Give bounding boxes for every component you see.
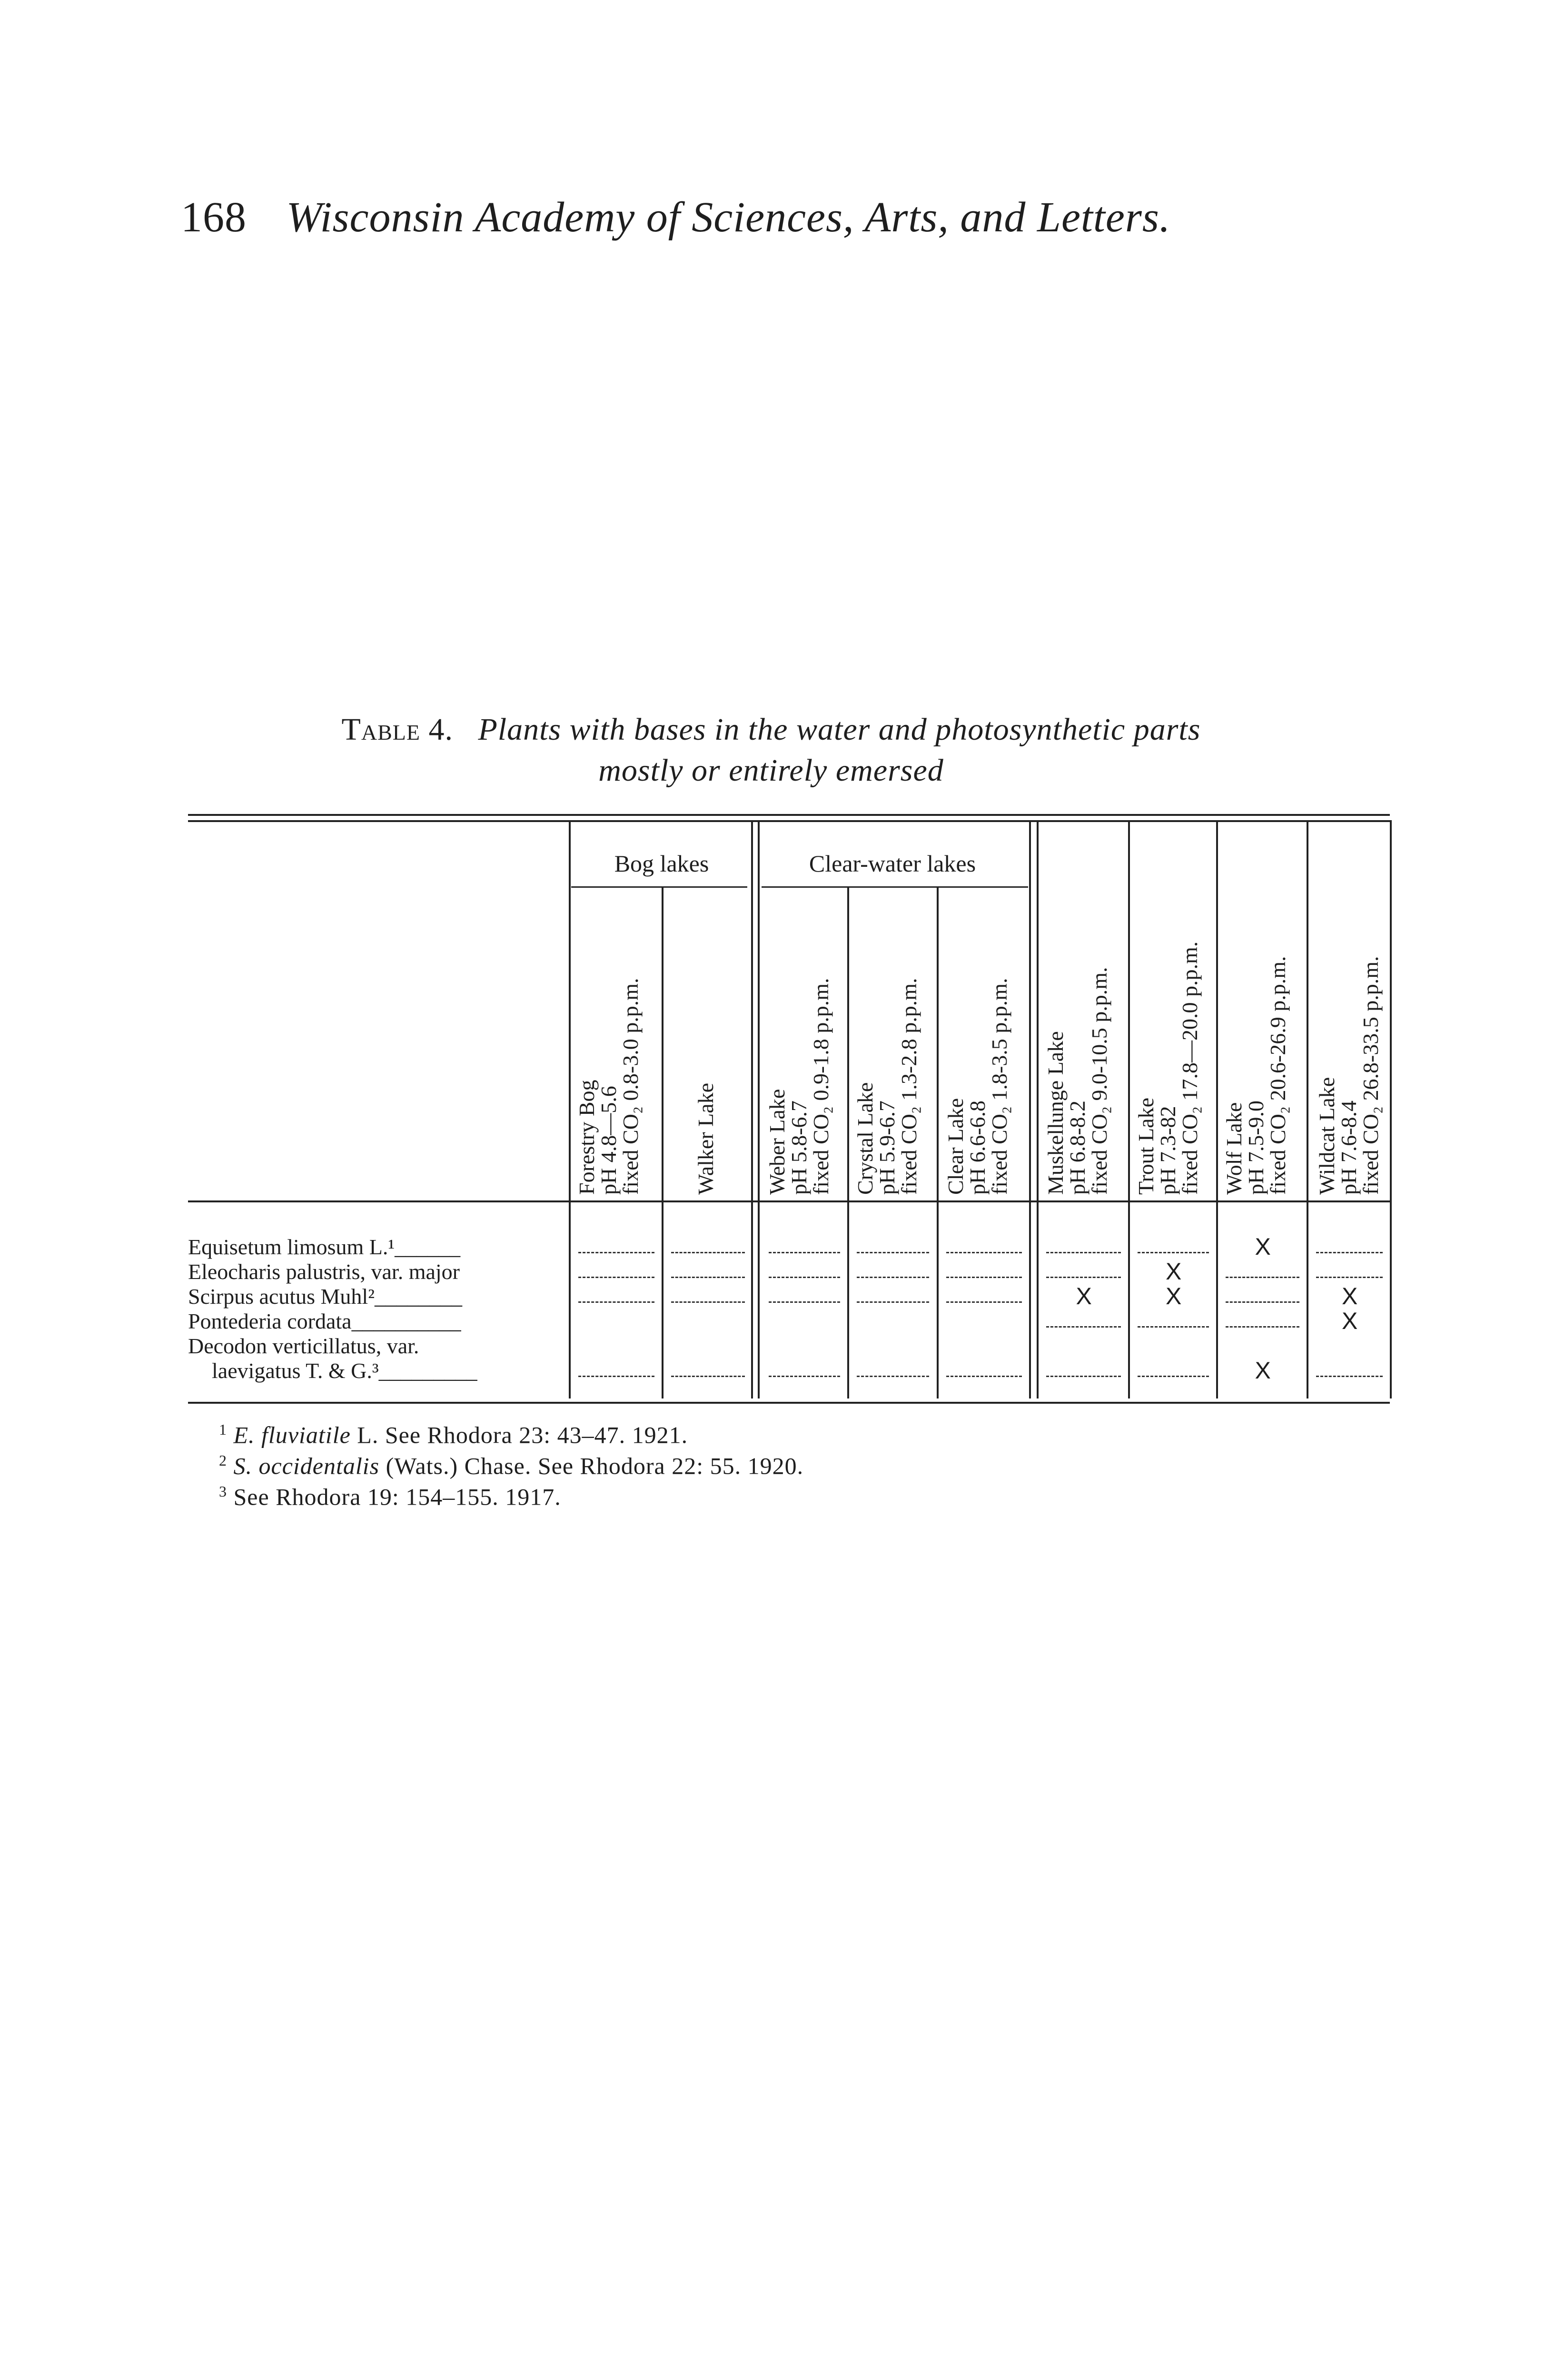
column-head-forestry-bog: Forestry Bog pH 4.8—5.6 fixed CO₂ 0.8-3.0 p.p.m. bbox=[574, 978, 643, 1195]
header-bottom-rule bbox=[188, 1200, 1390, 1202]
table-caption-line2 bbox=[181, 750, 1361, 791]
absence-dash bbox=[769, 1277, 840, 1278]
vrule bbox=[937, 888, 939, 1398]
vrule bbox=[751, 820, 753, 1398]
column-head-weber-lake: Weber Lake pH 5.8-6.7 fixed CO₂ 0.9-1.8 p.p.m. bbox=[765, 978, 833, 1195]
absence-dash bbox=[857, 1277, 929, 1278]
absence-dash bbox=[1138, 1252, 1209, 1253]
absence-dash bbox=[1046, 1376, 1121, 1377]
page-number: 168 bbox=[181, 194, 247, 241]
species-pontederia: Pontederia cordata__________ bbox=[188, 1309, 461, 1333]
group-bog-lakes: Bog lakes bbox=[614, 850, 709, 877]
species-decodon: Decodon verticillatus, var. bbox=[188, 1334, 419, 1358]
absence-dash bbox=[1226, 1277, 1299, 1278]
absence-dash bbox=[946, 1277, 1022, 1278]
presence-mark: X bbox=[1255, 1233, 1271, 1260]
absence-dash bbox=[946, 1301, 1022, 1303]
presence-mark: X bbox=[1076, 1283, 1092, 1309]
column-head-wolf-lake: Wolf Lake pH 7.5-9.0 fixed CO₂ 20.6-26.9 p.p.m. bbox=[1222, 956, 1290, 1195]
journal-title: Wisconsin Academy of Sciences, Arts, and Letters. bbox=[286, 194, 1171, 241]
column-head-walker-lake: Walker Lake bbox=[693, 1082, 718, 1195]
vrule bbox=[1029, 820, 1031, 1398]
running-header bbox=[181, 193, 1170, 242]
absence-dash bbox=[671, 1301, 745, 1303]
absence-dash bbox=[857, 1301, 929, 1303]
vrule bbox=[1037, 820, 1039, 1398]
absence-dash bbox=[1316, 1277, 1383, 1278]
vrule bbox=[1128, 820, 1130, 1398]
table-bottom-rule bbox=[188, 1402, 1390, 1404]
absence-dash bbox=[946, 1376, 1022, 1377]
absence-dash bbox=[857, 1252, 929, 1253]
absence-dash bbox=[1138, 1376, 1209, 1377]
table-title-line2: mostly or entirely emersed bbox=[598, 753, 944, 788]
absence-dash bbox=[578, 1252, 654, 1253]
table-caption bbox=[181, 709, 1361, 750]
absence-dash bbox=[1046, 1252, 1121, 1253]
vrule bbox=[847, 888, 849, 1398]
absence-dash bbox=[1226, 1301, 1299, 1303]
absence-dash bbox=[1316, 1376, 1383, 1377]
presence-mark: X bbox=[1255, 1357, 1271, 1384]
presence-mark: X bbox=[1166, 1258, 1182, 1285]
absence-dash bbox=[578, 1277, 654, 1278]
footnote-3: $^3$ See Rhodora 19: 154–155. 1917. bbox=[219, 1483, 561, 1510]
absence-dash bbox=[1138, 1326, 1209, 1328]
species-decodon-line2: laevigatus T. & G.³_________ bbox=[212, 1359, 477, 1383]
column-head-crystal-lake: Crystal Lake pH 5.9-6.7 fixed CO₂ 1.3-2.8 p.p.m. bbox=[853, 978, 921, 1195]
absence-dash bbox=[946, 1252, 1022, 1253]
table-title-line1: Plants with bases in the water and photosynthetic parts bbox=[478, 712, 1201, 747]
vrule bbox=[569, 820, 571, 1398]
absence-dash bbox=[578, 1376, 654, 1377]
vrule bbox=[758, 820, 760, 1398]
absence-dash bbox=[769, 1376, 840, 1377]
vrule bbox=[1390, 820, 1392, 1398]
presence-mark: X bbox=[1342, 1283, 1358, 1309]
vrule bbox=[1307, 820, 1308, 1398]
column-head-trout-lake: Trout Lake pH 7.3-82 fixed CO₂ 17.8—20.0 p.p.m. bbox=[1134, 941, 1202, 1195]
absence-dash bbox=[1046, 1277, 1121, 1278]
vrule bbox=[1216, 820, 1218, 1398]
table-label: Table 4. bbox=[341, 712, 453, 747]
species-eleocharis: Eleocharis palustris, var. major bbox=[188, 1259, 460, 1284]
column-head-muskellunge-lake: Muskellunge Lake pH 6.8-8.2 fixed CO₂ 9.0-10.5 p.p.m. bbox=[1043, 967, 1111, 1195]
absence-dash bbox=[671, 1376, 745, 1377]
absence-dash bbox=[578, 1301, 654, 1303]
absence-dash bbox=[769, 1252, 840, 1253]
table-top-rule-2 bbox=[188, 820, 1390, 822]
column-head-clear-lake: Clear Lake pH 6.6-6.8 fixed CO₂ 1.8-3.5 p.p.m. bbox=[943, 978, 1011, 1195]
species-equisetum: Equisetum limosum L.¹______ bbox=[188, 1235, 461, 1259]
absence-dash bbox=[671, 1252, 745, 1253]
absence-dash bbox=[857, 1376, 929, 1377]
absence-dash bbox=[1226, 1326, 1299, 1328]
absence-dash bbox=[1046, 1326, 1121, 1328]
footnote-1: $^1$ E. fluviatile L. See Rhodora 23: 43–47. 1921. bbox=[219, 1421, 688, 1448]
group-clear-water-lakes: Clear-water lakes bbox=[809, 850, 976, 877]
footnote-2: $^2$ S. occidentalis (Wats.) Chase. See Rhodora 22: 55. 1920. bbox=[219, 1452, 804, 1479]
absence-dash bbox=[769, 1301, 840, 1303]
absence-dash bbox=[671, 1277, 745, 1278]
presence-mark: X bbox=[1166, 1283, 1182, 1309]
absence-dash bbox=[1316, 1252, 1383, 1253]
column-head-wildcat-lake: Wildcat Lake pH 7.6-8.4 fixed CO₂ 26.8-33.5 p.p.m. bbox=[1315, 956, 1383, 1195]
vrule bbox=[662, 888, 664, 1398]
table-top-rule-1 bbox=[188, 814, 1390, 816]
species-scirpus: Scirpus acutus Muhl²________ bbox=[188, 1284, 462, 1309]
presence-mark: X bbox=[1342, 1308, 1358, 1334]
